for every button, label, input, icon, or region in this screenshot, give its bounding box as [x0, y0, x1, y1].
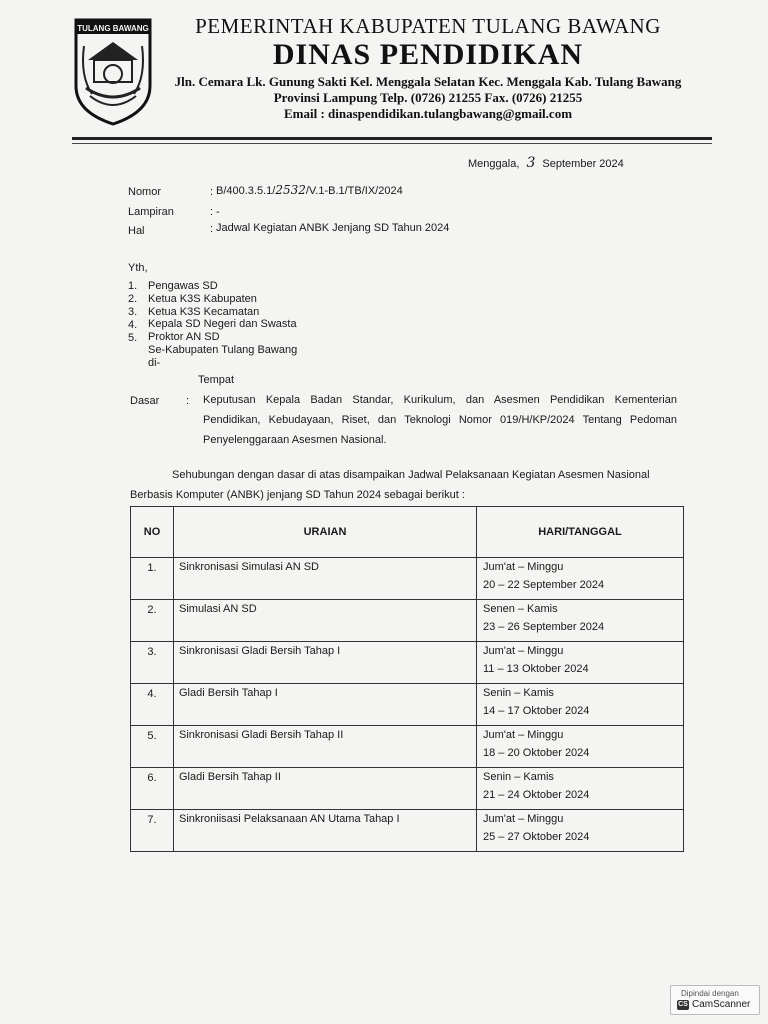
- row-dates: 21 – 24 Oktober 2024: [483, 789, 590, 801]
- row-uraian: Simulasi AN SD: [174, 600, 477, 642]
- recipient-number: 1.: [128, 280, 138, 292]
- row-hari-tanggal: [477, 600, 684, 642]
- row-uraian: Sinkronisasi Simulasi AN SD: [174, 558, 477, 600]
- hal-value: Jadwal Kegiatan ANBK Jenjang SD Tahun 2024: [216, 222, 450, 234]
- date-place: Menggala,: [468, 158, 520, 170]
- row-days: Senin – Kamis: [483, 687, 554, 699]
- row-days: Senen – Kamis: [483, 603, 558, 615]
- row-dates: 25 – 27 Oktober 2024: [483, 831, 590, 843]
- row-days: Senin – Kamis: [483, 771, 554, 783]
- row-days: Jum'at – Minggu: [483, 813, 564, 825]
- row-hari-tanggal: [477, 768, 684, 810]
- nomor-handwritten: 2532: [275, 183, 306, 197]
- column-header-no: NO: [131, 507, 174, 558]
- row-number: 6.: [131, 768, 174, 810]
- recipient-item: Ketua K3S Kecamatan: [148, 306, 260, 318]
- letterhead-divider: [72, 137, 712, 140]
- recipient-item: Kepala SD Negeri dan Swasta: [148, 318, 297, 330]
- nomor-suffix: /V.1-B.1/TB/IX/2024: [305, 185, 403, 197]
- row-dates: 11 – 13 Oktober 2024: [483, 663, 589, 675]
- hal-colon: :: [210, 223, 214, 235]
- row-days: Jum'at – Minggu: [483, 561, 564, 573]
- row-uraian: Sinkronisasi Gladi Bersih Tahap I: [174, 642, 477, 684]
- row-days: Jum'at – Minggu: [483, 645, 564, 657]
- watermark-caption: Dipindai dengan: [681, 989, 739, 998]
- table-row: [131, 558, 684, 600]
- row-hari-tanggal: [477, 810, 684, 852]
- row-hari-tanggal: [477, 642, 684, 684]
- recipient-tempat: Tempat: [198, 374, 235, 386]
- row-number: 2.: [131, 600, 174, 642]
- row-days: Jum'at – Minggu: [483, 729, 564, 741]
- table-row: [131, 684, 684, 726]
- letterhead-address: Jln. Cemara Lk. Gunung Sakti Kel. Menggala Selatan Kec. Menggala Kab. Tulang Bawang: [174, 74, 682, 89]
- salutation: Yth,: [128, 262, 148, 274]
- letterhead-divider-thin: [72, 143, 712, 144]
- logo-text: TULANG BAWANG: [77, 24, 149, 33]
- letterhead-phone: Provinsi Lampung Telp. (0726) 21255 Fax. (0726) 21255: [273, 90, 583, 105]
- table-row: [131, 642, 684, 684]
- recipient-item: Proktor AN SD: [148, 331, 220, 343]
- row-number: 4.: [131, 684, 174, 726]
- row-dates: 20 – 22 September 2024: [483, 579, 605, 591]
- row-dates: 14 – 17 Oktober 2024: [483, 705, 590, 717]
- row-uraian: Gladi Bersih Tahap I: [174, 684, 477, 726]
- row-dates: 23 – 26 September 2024: [483, 621, 605, 633]
- recipient-item: Ketua K3S Kabupaten: [148, 293, 257, 305]
- recipient-number: 4.: [128, 319, 138, 331]
- watermark-name: CamScanner: [692, 999, 751, 1010]
- row-number: 1.: [131, 558, 174, 600]
- dasar-text: Keputusan Kepala Badan Standar, Kurikulum, dan Asesmen Pendidikan Kementerian Pendidikan, Kebudayaan, Riset, dan Teknologi Nomor 019/H/KP/2024 Tentang Pedoman Penyelenggaraan Asesmen Nasional.: [203, 394, 677, 446]
- nomor-label: Nomor: [128, 186, 162, 198]
- row-uraian: Sinkronisasi Gladi Bersih Tahap II: [174, 726, 477, 768]
- recipient-item: Pengawas SD: [148, 280, 218, 292]
- row-number: 7.: [131, 810, 174, 852]
- lampiran-colon: :: [210, 206, 214, 218]
- tulang-bawang-emblem-icon: [70, 16, 156, 128]
- table-row: [131, 810, 684, 852]
- intro-text: Sehubungan dengan dasar di atas disampaikan Jadwal Pelaksanaan Kegiatan Asesmen Nasional Berbasis Komputer (ANBK) jenjang SD Tahun 2024 sebagai berikut :: [130, 469, 650, 501]
- letterhead-agency: DINAS PENDIDIKAN: [272, 38, 584, 71]
- recipient-region: Se-Kabupaten Tulang Bawang: [148, 344, 298, 356]
- letter-date: [468, 155, 624, 171]
- schedule-table: [130, 506, 684, 852]
- table-row: [131, 726, 684, 768]
- dasar-label: Dasar: [130, 395, 160, 407]
- column-header-uraian: URAIAN: [174, 507, 477, 558]
- recipient-number: 3.: [128, 306, 138, 318]
- row-hari-tanggal: [477, 726, 684, 768]
- nomor-colon: :: [210, 186, 214, 198]
- letterhead-email: Email : dinaspendidikan.tulangbawang@gmail.com: [283, 106, 573, 121]
- lampiran-label: Lampiran: [128, 206, 174, 218]
- row-number: 5.: [131, 726, 174, 768]
- row-number: 3.: [131, 642, 174, 684]
- letterhead-government: PEMERINTAH KABUPATEN TULANG BAWANG: [195, 14, 661, 38]
- camscanner-watermark: [670, 985, 760, 1015]
- nomor-prefix: B/400.3.5.1/: [216, 185, 276, 197]
- table-row: [131, 768, 684, 810]
- dasar-colon: :: [186, 395, 190, 407]
- date-month-year: September 2024: [542, 158, 624, 170]
- date-day-handwritten: 3: [526, 155, 536, 171]
- recipient-number: 5.: [128, 332, 138, 344]
- column-header-hari-tanggal: HARI/TANGGAL: [477, 507, 684, 558]
- table-header-row: [131, 507, 684, 558]
- nomor-value: [216, 183, 403, 197]
- intro-paragraph: [130, 465, 654, 505]
- row-uraian: Gladi Bersih Tahap II: [174, 768, 477, 810]
- hal-label: Hal: [128, 225, 145, 237]
- recipient-number: 2.: [128, 293, 138, 305]
- row-hari-tanggal: [477, 558, 684, 600]
- row-hari-tanggal: [477, 684, 684, 726]
- recipient-di: di-: [148, 357, 161, 369]
- lampiran-value: -: [216, 206, 220, 218]
- camscanner-logo-icon: CS: [678, 1001, 688, 1008]
- table-row: [131, 600, 684, 642]
- row-uraian: Sinkroniisasi Pelaksanaan AN Utama Tahap I: [174, 810, 477, 852]
- row-dates: 18 – 20 Oktober 2024: [483, 747, 590, 759]
